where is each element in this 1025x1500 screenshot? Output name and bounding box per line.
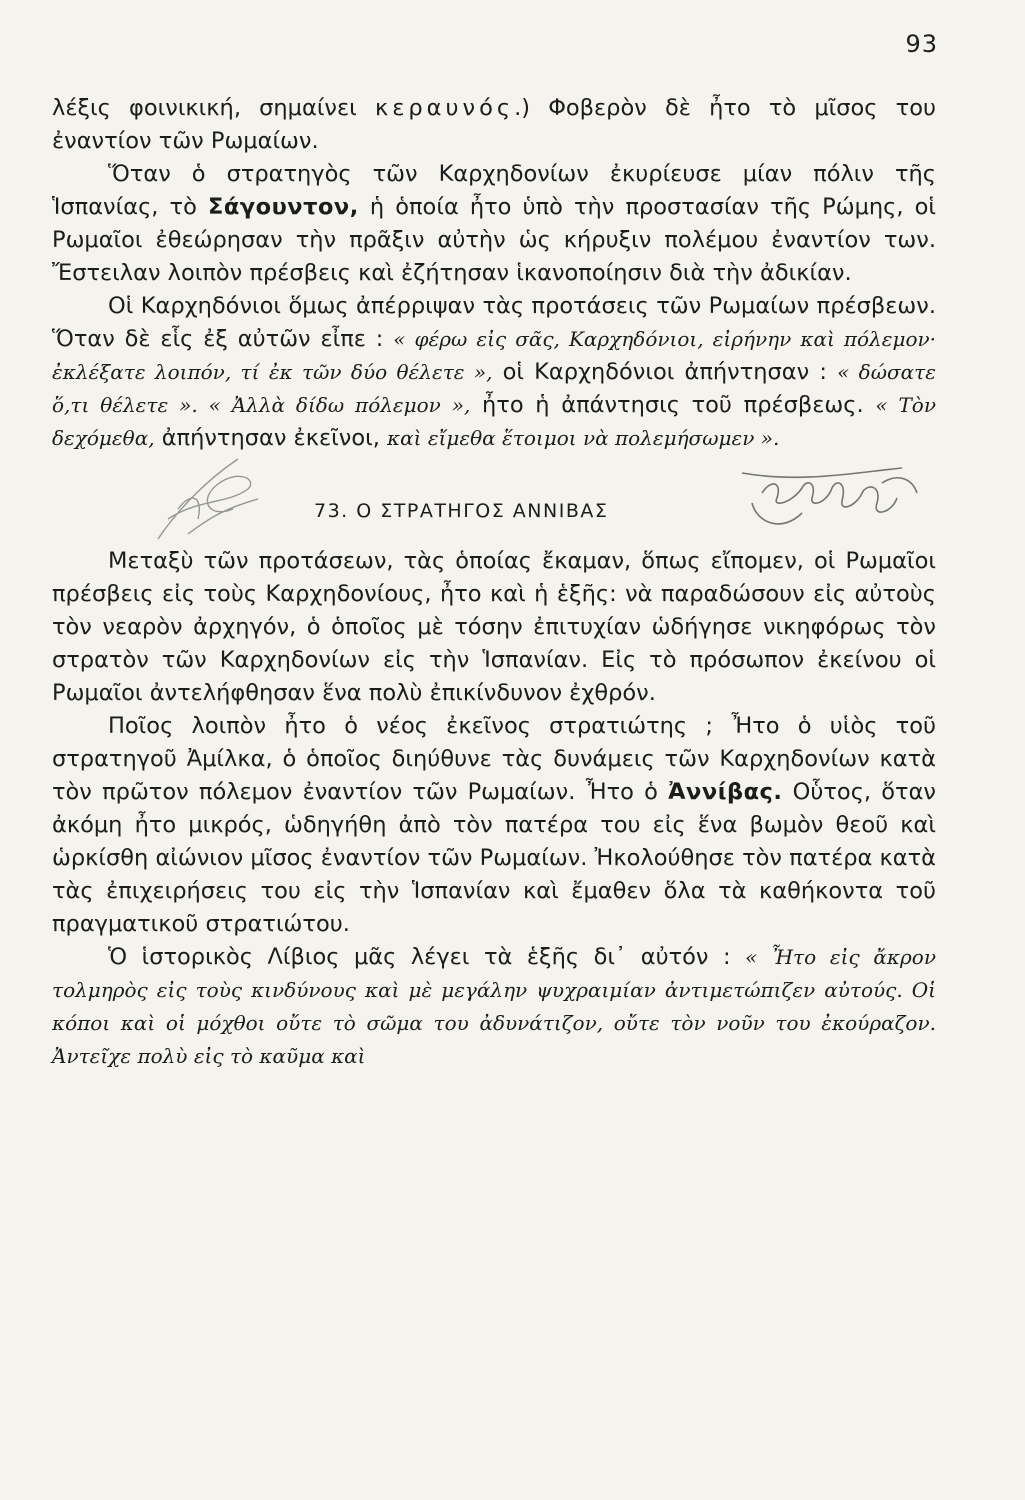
paragraph-5: Ποῖος λοιπὸν ἦτο ὁ νέος ἐκεῖνος στρατιώτης ; Ἦτο ὁ υἱὸς τοῦ στρατηγοῦ Ἀμίλκα, ὁ ὁποῖος διηύθυνε τὰς δυνάμεις τῶν Καρχηδονίων κατὰ τὸν πρῶτον πόλεμον ἐναντίον τῶν Ρωμαίων. Ἦτο ὁ Ἀννίβας. Οὗτος, ὅταν ἀκόμη ἦτο μικρός, ὡδηγήθη ἀπὸ τὸν πατέρα του εἰς ἕνα βωμὸν θεοῦ καὶ ὡρκίσθη αἰώνιον μῖσος ἐναντίον τῶν Ρωμαίων. Ἠκολούθησε τὸν πατέρα κατὰ τὰς ἐπιχειρήσεις του εἰς τὴν Ἱσπανίαν καὶ ἔμαθεν ὅλα τὰ καθήκοντα τοῦ πραγματικοῦ στρατιώτου. — [52, 713, 936, 937]
section-heading-block — [52, 459, 936, 543]
quote-italic: « φέρω εἰς σᾶς, Καρχηδόνιοι, εἰρήνην καὶ πόλεμον· ἐκλέξατε λοιπόν, τί ἐκ τῶν δύο θέλετε », — [52, 327, 936, 384]
page-body — [52, 92, 936, 1073]
paragraph-1: λέξις φοινικική, σημαίνει κεραυνός.) Φοβερὸν δὲ ἦτο τὸ μῖσος του ἐναντίον τῶν Ρωμαίων. — [52, 95, 937, 154]
bold-term: Ἀννίβας. — [668, 779, 783, 805]
paragraph-4: Μεταξὺ τῶν προτάσεων, τὰς ὁποίας ἔκαμαν, ὅπως εἴπομεν, οἱ Ρωμαῖοι πρέσβεις εἰς τοὺς Καρχηδονίους, ἦτο καὶ ἡ ἑξῆς: νὰ παραδώσουν εἰς αὐτοὺς τὸν νεαρὸν ἀρχηγόν, ὁ ὁποῖος μὲ τόσην ἐπιτυχίαν ὡδήγησε νικηφόρως τὸν στρατὸν τῶν Καρχηδονίων εἰς τὴν Ἱσπανίαν. Εἰς τὸ πρόσωπον ἐκείνου οἱ Ρωμαῖοι ἀντελήφθησαν ἕνα πολὺ ἐπικίνδυνον ἐχθρόν. — [52, 548, 936, 706]
page-number: 93 — [905, 30, 938, 58]
paragraph-6: Ὁ ἱστορικὸς Λίβιος μᾶς λέγει τὰ ἑξῆς δι᾽ αὐτόν : « Ἦτο εἰς ἄκρον τολμηρὸς εἰς τοὺς κινδύνους καὶ μὲ μεγάλην ψυχραιμίαν ἀντιμετώπιζεν αὐτούς. Οἱ κόποι καὶ οἱ μόχθοι οὔτε τὸ σῶμα του ἀδυνάτιζον, οὔτε τὸν νοῦν του ἐκούραζον. Ἀντεῖχε πολὺ εἰς τὸ καῦμα καὶ — [52, 944, 936, 1068]
emphasized-word: κεραυνός — [374, 95, 515, 121]
section-heading: 73. Ο ΣΤΡΑΤΗΓΟΣ ΑΝΝΙΒΑΣ — [314, 500, 609, 522]
handwritten-scribble-right — [682, 443, 942, 543]
quote-italic: καὶ εἴμεθα ἕτοιμοι νὰ πολεμήσωμεν ». — [387, 426, 780, 450]
handwritten-scribble-left — [138, 449, 298, 549]
quote-italic: « Τὸν δεχόμεθα, — [52, 393, 936, 450]
bold-term: Σάγουντον, — [207, 194, 359, 220]
quote-italic: « Ἦτο εἰς ἄκρον τολμηρὸς εἰς τοὺς κινδύνους καὶ μὲ μεγάλην ψυχραιμίαν ἀντιμετώπιζεν αὐτούς. Οἱ κόποι καὶ οἱ μόχθοι οὔτε τὸ σῶμα του ἀδυνάτιζον, οὔτε τὸν νοῦν του ἐκούραζον. Ἀντεῖχε πολὺ εἰς τὸ καῦμα καὶ — [52, 945, 936, 1068]
paragraph-3: Οἱ Καρχηδόνιοι ὅμως ἀπέρριψαν τὰς προτάσεις τῶν Ρωμαίων πρέσβεων. Ὅταν δὲ εἷς ἐξ αὐτῶν εἶπε : « φέρω εἰς σᾶς, Καρχηδόνιοι, εἰρήνην καὶ πόλεμον· ἐκλέξατε λοιπόν, τί ἐκ τῶν δύο θέλετε », οἱ Καρχηδόνιοι ἀπήντησαν : « δώσατε ὅ,τι θέλετε ». « Ἀλλὰ δίδω πόλεμον », ἦτο ἡ ἀπάντησις τοῦ πρέσβεως. « Τὸν δεχόμεθα, ἀπήντησαν ἐκεῖνοι, καὶ εἴμεθα ἕτοιμοι νὰ πολεμήσωμεν ». — [52, 293, 936, 451]
quote-italic: « δώσατε ὅ,τι θέλετε ». « Ἀλλὰ δίδω πόλεμον », — [52, 360, 936, 417]
paragraph-2: Ὅταν ὁ στρατηγὸς τῶν Καρχηδονίων ἐκυρίευσε μίαν πόλιν τῆς Ἱσπανίας, τὸ Σάγουντον, ἡ ὁποία ἦτο ὑπὸ τὴν προστασίαν τῆς Ρώμης, οἱ Ρωμαῖοι ἐθεώρησαν τὴν πρᾶξιν αὐτὴν ὡς κήρυξιν πολέμου ἐναντίον των. Ἔστειλαν λοιπὸν πρέσβεις καὶ ἐζήτησαν ἱκανοποίησιν διὰ τὴν ἀδικίαν. — [52, 161, 937, 286]
